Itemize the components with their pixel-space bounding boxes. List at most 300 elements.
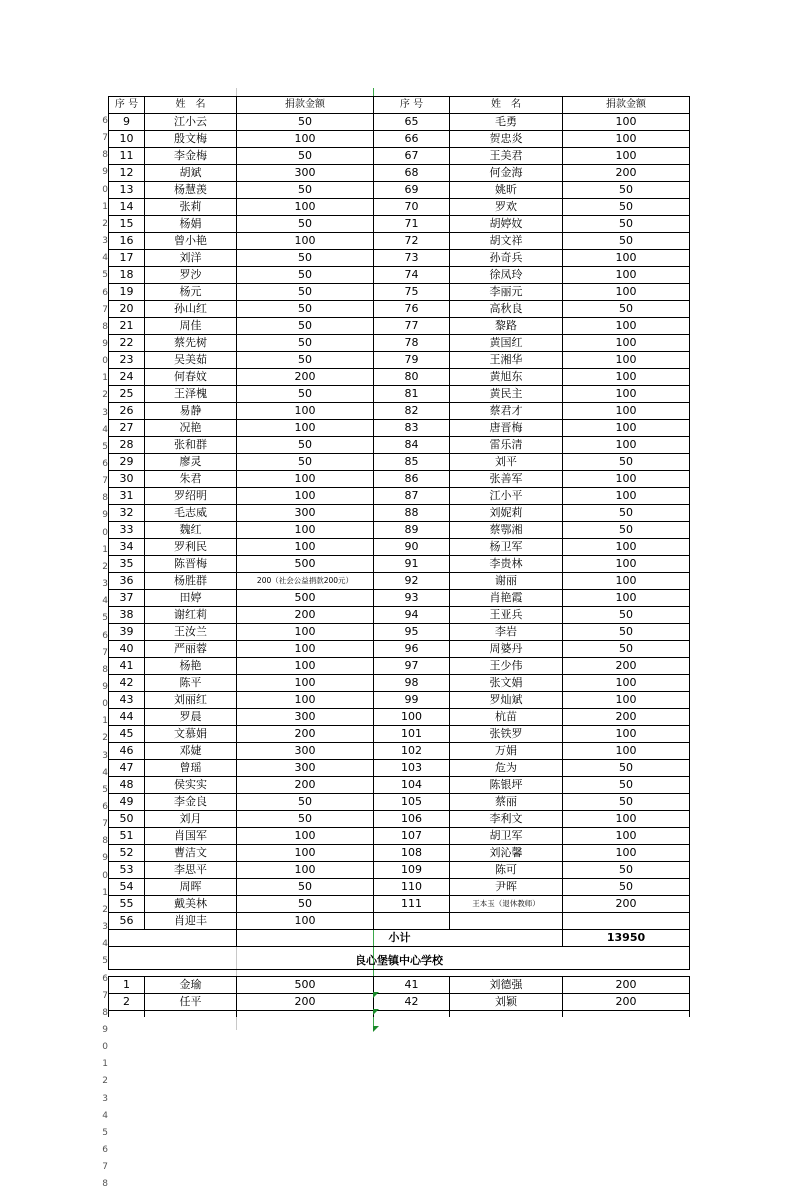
seq-cell[interactable]: 96	[374, 641, 450, 658]
seq-cell[interactable]: 89	[374, 522, 450, 539]
seq-cell[interactable]: 10	[109, 131, 145, 148]
amount-cell[interactable]: 100	[563, 403, 690, 420]
amount-cell[interactable]: 50	[563, 879, 690, 896]
amount-cell[interactable]: 100	[237, 862, 374, 879]
seq-cell[interactable]: 20	[109, 301, 145, 318]
amount-cell[interactable]: 100	[237, 624, 374, 641]
name-cell[interactable]: 唐晋梅	[450, 420, 563, 437]
name-cell[interactable]: 李金良	[145, 794, 237, 811]
seq-cell[interactable]: 1	[109, 977, 145, 994]
seq-cell[interactable]: 102	[374, 743, 450, 760]
name-cell[interactable]: 罗沙	[145, 267, 237, 284]
name-cell[interactable]: 田婷	[145, 590, 237, 607]
seq-cell[interactable]: 17	[109, 250, 145, 267]
amount-cell[interactable]: 300	[237, 760, 374, 777]
name-cell[interactable]: 胡斌	[145, 165, 237, 182]
seq-cell[interactable]: 72	[374, 233, 450, 250]
name-cell[interactable]: 侯实实	[145, 777, 237, 794]
name-cell[interactable]: 刘颖	[450, 994, 563, 1011]
name-cell[interactable]: 谢红莉	[145, 607, 237, 624]
name-cell[interactable]: 曾瑶	[145, 760, 237, 777]
name-cell[interactable]: 王湘华	[450, 352, 563, 369]
amount-cell[interactable]: 100	[237, 522, 374, 539]
amount-cell[interactable]: 50	[237, 879, 374, 896]
name-cell[interactable]: 蔡君才	[450, 403, 563, 420]
seq-cell[interactable]: 23	[109, 352, 145, 369]
seq-cell[interactable]: 39	[109, 624, 145, 641]
seq-cell[interactable]: 100	[374, 709, 450, 726]
name-cell[interactable]: 李思平	[145, 862, 237, 879]
seq-cell[interactable]: 21	[109, 318, 145, 335]
name-cell[interactable]: 陈晋梅	[145, 556, 237, 573]
seq-cell[interactable]: 87	[374, 488, 450, 505]
seq-cell[interactable]: 71	[374, 216, 450, 233]
amount-cell[interactable]: 50	[237, 148, 374, 165]
seq-cell[interactable]: 19	[109, 284, 145, 301]
name-cell[interactable]: 罗绍明	[145, 488, 237, 505]
name-cell[interactable]: 徐凤玲	[450, 267, 563, 284]
name-cell[interactable]: 李贵林	[450, 556, 563, 573]
amount-cell[interactable]: 300	[237, 743, 374, 760]
amount-cell[interactable]: 200	[237, 369, 374, 386]
seq-cell[interactable]: 51	[109, 828, 145, 845]
amount-cell[interactable]: 200（社会公益捐款200元）	[237, 573, 374, 590]
amount-cell[interactable]: 50	[237, 318, 374, 335]
name-cell[interactable]: 蔡丽	[450, 794, 563, 811]
name-cell[interactable]	[450, 913, 563, 930]
amount-cell[interactable]: 100	[563, 250, 690, 267]
amount-cell[interactable]: 50	[237, 335, 374, 352]
name-cell[interactable]: 张莉	[145, 199, 237, 216]
seq-cell[interactable]: 99	[374, 692, 450, 709]
name-cell[interactable]: 肖艳霞	[450, 590, 563, 607]
amount-cell[interactable]: 50	[563, 862, 690, 879]
seq-cell[interactable]: 93	[374, 590, 450, 607]
name-cell[interactable]: 贺忠炎	[450, 131, 563, 148]
amount-cell[interactable]: 100	[237, 420, 374, 437]
amount-cell[interactable]: 100	[563, 318, 690, 335]
seq-cell[interactable]: 47	[109, 760, 145, 777]
seq-cell[interactable]: 76	[374, 301, 450, 318]
name-cell[interactable]: 胡婷妏	[450, 216, 563, 233]
seq-cell[interactable]: 33	[109, 522, 145, 539]
name-cell[interactable]: 王本玉（退休教师）	[450, 896, 563, 913]
name-cell[interactable]: 刘月	[145, 811, 237, 828]
amount-cell[interactable]: 100	[237, 675, 374, 692]
name-cell[interactable]: 张和群	[145, 437, 237, 454]
seq-cell[interactable]: 82	[374, 403, 450, 420]
seq-cell[interactable]: 104	[374, 777, 450, 794]
seq-cell[interactable]: 53	[109, 862, 145, 879]
name-cell[interactable]: 殷文梅	[145, 131, 237, 148]
name-cell[interactable]: 邓婕	[145, 743, 237, 760]
amount-cell[interactable]: 50	[563, 607, 690, 624]
amount-cell[interactable]: 100	[563, 114, 690, 131]
amount-cell[interactable]: 200	[563, 709, 690, 726]
seq-cell[interactable]: 28	[109, 437, 145, 454]
amount-cell[interactable]: 50	[563, 505, 690, 522]
amount-cell[interactable]: 100	[563, 828, 690, 845]
amount-cell[interactable]: 200	[237, 607, 374, 624]
name-cell[interactable]: 胡文祥	[450, 233, 563, 250]
seq-cell[interactable]: 25	[109, 386, 145, 403]
amount-cell[interactable]: 50	[563, 760, 690, 777]
amount-cell[interactable]: 50	[563, 777, 690, 794]
amount-cell[interactable]: 100	[237, 845, 374, 862]
seq-cell[interactable]: 9	[109, 114, 145, 131]
seq-cell[interactable]: 88	[374, 505, 450, 522]
seq-cell[interactable]: 12	[109, 165, 145, 182]
amount-cell[interactable]: 50	[563, 301, 690, 318]
name-cell[interactable]: 曹洁文	[145, 845, 237, 862]
amount-cell[interactable]: 300	[237, 505, 374, 522]
amount-cell[interactable]: 100	[563, 335, 690, 352]
amount-cell[interactable]: 200	[563, 977, 690, 994]
seq-cell[interactable]: 30	[109, 471, 145, 488]
seq-cell[interactable]: 34	[109, 539, 145, 556]
seq-cell[interactable]: 41	[109, 658, 145, 675]
seq-cell[interactable]: 79	[374, 352, 450, 369]
name-cell[interactable]: 金瑜	[145, 977, 237, 994]
amount-cell[interactable]: 50	[237, 454, 374, 471]
seq-cell[interactable]: 84	[374, 437, 450, 454]
amount-cell[interactable]: 200	[563, 165, 690, 182]
amount-cell[interactable]: 100	[563, 267, 690, 284]
amount-cell[interactable]: 100	[563, 471, 690, 488]
name-cell[interactable]: 陈平	[145, 675, 237, 692]
name-cell[interactable]: 雷乐清	[450, 437, 563, 454]
seq-cell[interactable]: 97	[374, 658, 450, 675]
name-cell[interactable]: 杭苗	[450, 709, 563, 726]
amount-cell[interactable]: 100	[237, 488, 374, 505]
amount-cell[interactable]: 100	[563, 131, 690, 148]
amount-cell[interactable]: 500	[237, 590, 374, 607]
amount-cell[interactable]: 100	[237, 471, 374, 488]
seq-cell[interactable]: 85	[374, 454, 450, 471]
amount-cell[interactable]: 50	[563, 216, 690, 233]
name-cell[interactable]: 黎路	[450, 318, 563, 335]
seq-cell[interactable]: 92	[374, 573, 450, 590]
seq-cell[interactable]: 83	[374, 420, 450, 437]
amount-cell[interactable]: 50	[237, 386, 374, 403]
name-cell[interactable]: 刘沁馨	[450, 845, 563, 862]
name-cell[interactable]: 曾小艳	[145, 233, 237, 250]
amount-cell[interactable]: 100	[563, 573, 690, 590]
amount-cell[interactable]: 100	[563, 845, 690, 862]
amount-cell[interactable]: 100	[563, 369, 690, 386]
name-cell[interactable]: 易静	[145, 403, 237, 420]
name-cell[interactable]: 严丽蓉	[145, 641, 237, 658]
seq-cell[interactable]: 74	[374, 267, 450, 284]
name-cell[interactable]: 肖迎丰	[145, 913, 237, 930]
seq-cell[interactable]: 105	[374, 794, 450, 811]
name-cell[interactable]: 李利文	[450, 811, 563, 828]
amount-cell[interactable]: 100	[563, 556, 690, 573]
amount-cell[interactable]: 100	[563, 386, 690, 403]
name-cell[interactable]: 戴美林	[145, 896, 237, 913]
amount-cell[interactable]: 50	[237, 811, 374, 828]
name-cell[interactable]: 李金梅	[145, 148, 237, 165]
amount-cell[interactable]: 100	[237, 539, 374, 556]
seq-cell[interactable]: 27	[109, 420, 145, 437]
name-cell[interactable]: 陈银坪	[450, 777, 563, 794]
seq-cell[interactable]: 80	[374, 369, 450, 386]
amount-cell[interactable]: 200	[237, 726, 374, 743]
seq-cell[interactable]: 42	[374, 994, 450, 1011]
amount-cell[interactable]: 500	[237, 556, 374, 573]
name-cell[interactable]: 李丽元	[450, 284, 563, 301]
amount-cell[interactable]: 50	[563, 182, 690, 199]
seq-cell[interactable]: 46	[109, 743, 145, 760]
seq-cell[interactable]: 48	[109, 777, 145, 794]
name-cell[interactable]: 陈可	[450, 862, 563, 879]
seq-cell[interactable]: 42	[109, 675, 145, 692]
name-cell[interactable]: 刘洋	[145, 250, 237, 267]
amount-cell[interactable]: 100	[563, 488, 690, 505]
seq-cell[interactable]: 81	[374, 386, 450, 403]
name-cell[interactable]: 张铁罗	[450, 726, 563, 743]
amount-cell[interactable]: 100	[237, 658, 374, 675]
amount-cell[interactable]: 300	[237, 709, 374, 726]
amount-cell[interactable]: 100	[237, 233, 374, 250]
seq-cell[interactable]: 94	[374, 607, 450, 624]
seq-cell[interactable]: 40	[109, 641, 145, 658]
seq-cell[interactable]: 75	[374, 284, 450, 301]
seq-cell[interactable]: 108	[374, 845, 450, 862]
seq-cell[interactable]: 16	[109, 233, 145, 250]
seq-cell[interactable]: 43	[109, 692, 145, 709]
seq-cell[interactable]: 106	[374, 811, 450, 828]
seq-cell[interactable]: 13	[109, 182, 145, 199]
name-cell[interactable]: 杨慧羡	[145, 182, 237, 199]
name-cell[interactable]: 毛勇	[450, 114, 563, 131]
amount-cell[interactable]: 50	[237, 182, 374, 199]
seq-cell[interactable]: 49	[109, 794, 145, 811]
name-cell[interactable]: 李岩	[450, 624, 563, 641]
amount-cell[interactable]: 100	[237, 131, 374, 148]
name-cell[interactable]: 尹晖	[450, 879, 563, 896]
name-cell[interactable]: 危为	[450, 760, 563, 777]
seq-cell[interactable]: 109	[374, 862, 450, 879]
seq-cell[interactable]: 111	[374, 896, 450, 913]
amount-cell[interactable]: 100	[237, 828, 374, 845]
seq-cell[interactable]: 52	[109, 845, 145, 862]
seq-cell[interactable]: 29	[109, 454, 145, 471]
amount-cell[interactable]: 200	[237, 994, 374, 1011]
name-cell[interactable]: 孙奇兵	[450, 250, 563, 267]
amount-cell[interactable]	[563, 913, 690, 930]
seq-cell[interactable]	[374, 913, 450, 930]
amount-cell[interactable]: 50	[237, 301, 374, 318]
name-cell[interactable]: 罗利民	[145, 539, 237, 556]
seq-cell[interactable]: 98	[374, 675, 450, 692]
name-cell[interactable]: 黄国红	[450, 335, 563, 352]
amount-cell[interactable]: 50	[237, 216, 374, 233]
name-cell[interactable]: 杨卫军	[450, 539, 563, 556]
name-cell[interactable]: 魏红	[145, 522, 237, 539]
name-cell[interactable]: 刘丽红	[145, 692, 237, 709]
seq-cell[interactable]: 26	[109, 403, 145, 420]
amount-cell[interactable]: 300	[237, 165, 374, 182]
name-cell[interactable]: 王美君	[450, 148, 563, 165]
amount-cell[interactable]: 100	[563, 539, 690, 556]
amount-cell[interactable]: 200	[237, 777, 374, 794]
seq-cell[interactable]: 68	[374, 165, 450, 182]
amount-cell[interactable]: 50	[237, 267, 374, 284]
name-cell[interactable]: 刘妮莉	[450, 505, 563, 522]
amount-cell[interactable]: 50	[237, 896, 374, 913]
name-cell[interactable]: 毛志威	[145, 505, 237, 522]
name-cell[interactable]: 任平	[145, 994, 237, 1011]
seq-cell[interactable]: 86	[374, 471, 450, 488]
name-cell[interactable]: 朱君	[145, 471, 237, 488]
amount-cell[interactable]: 100	[563, 726, 690, 743]
amount-cell[interactable]: 50	[563, 233, 690, 250]
amount-cell[interactable]: 50	[563, 641, 690, 658]
amount-cell[interactable]: 100	[237, 199, 374, 216]
amount-cell[interactable]: 100	[563, 692, 690, 709]
seq-cell[interactable]: 56	[109, 913, 145, 930]
name-cell[interactable]: 肖国军	[145, 828, 237, 845]
name-cell[interactable]: 万娟	[450, 743, 563, 760]
name-cell[interactable]: 何春妏	[145, 369, 237, 386]
name-cell[interactable]: 况艳	[145, 420, 237, 437]
amount-cell[interactable]: 50	[563, 199, 690, 216]
name-cell[interactable]: 罗晨	[145, 709, 237, 726]
seq-cell[interactable]: 67	[374, 148, 450, 165]
amount-cell[interactable]: 100	[237, 692, 374, 709]
seq-cell[interactable]: 110	[374, 879, 450, 896]
amount-cell[interactable]: 100	[563, 811, 690, 828]
name-cell[interactable]: 江小云	[145, 114, 237, 131]
amount-cell[interactable]: 100	[563, 437, 690, 454]
amount-cell[interactable]: 100	[563, 148, 690, 165]
name-cell[interactable]: 周晖	[145, 879, 237, 896]
name-cell[interactable]: 吴美茹	[145, 352, 237, 369]
name-cell[interactable]: 王汝兰	[145, 624, 237, 641]
seq-cell[interactable]: 91	[374, 556, 450, 573]
name-cell[interactable]: 王亚兵	[450, 607, 563, 624]
name-cell[interactable]: 何金海	[450, 165, 563, 182]
name-cell[interactable]: 周婆丹	[450, 641, 563, 658]
amount-cell[interactable]: 200	[563, 896, 690, 913]
amount-cell[interactable]: 50	[563, 454, 690, 471]
seq-cell[interactable]: 73	[374, 250, 450, 267]
seq-cell[interactable]: 103	[374, 760, 450, 777]
name-cell[interactable]: 黄民主	[450, 386, 563, 403]
seq-cell[interactable]: 31	[109, 488, 145, 505]
amount-cell[interactable]: 50	[563, 624, 690, 641]
name-cell[interactable]: 杨元	[145, 284, 237, 301]
seq-cell[interactable]: 44	[109, 709, 145, 726]
seq-cell[interactable]: 50	[109, 811, 145, 828]
seq-cell[interactable]: 101	[374, 726, 450, 743]
name-cell[interactable]: 周佳	[145, 318, 237, 335]
name-cell[interactable]: 张善军	[450, 471, 563, 488]
seq-cell[interactable]: 35	[109, 556, 145, 573]
amount-cell[interactable]: 50	[237, 352, 374, 369]
name-cell[interactable]: 杨娟	[145, 216, 237, 233]
name-cell[interactable]: 孙山红	[145, 301, 237, 318]
seq-cell[interactable]: 45	[109, 726, 145, 743]
seq-cell[interactable]: 70	[374, 199, 450, 216]
amount-cell[interactable]: 50	[237, 284, 374, 301]
seq-cell[interactable]: 32	[109, 505, 145, 522]
name-cell[interactable]: 张文娟	[450, 675, 563, 692]
seq-cell[interactable]: 78	[374, 335, 450, 352]
name-cell[interactable]: 杨胜群	[145, 573, 237, 590]
seq-cell[interactable]: 41	[374, 977, 450, 994]
seq-cell[interactable]: 18	[109, 267, 145, 284]
seq-cell[interactable]: 14	[109, 199, 145, 216]
amount-cell[interactable]: 100	[563, 590, 690, 607]
name-cell[interactable]: 王泽槐	[145, 386, 237, 403]
amount-cell[interactable]: 50	[563, 794, 690, 811]
seq-cell[interactable]: 11	[109, 148, 145, 165]
seq-cell[interactable]: 37	[109, 590, 145, 607]
amount-cell[interactable]: 200	[563, 994, 690, 1011]
seq-cell[interactable]: 69	[374, 182, 450, 199]
name-cell[interactable]: 胡卫军	[450, 828, 563, 845]
amount-cell[interactable]: 200	[563, 658, 690, 675]
name-cell[interactable]: 黄旭东	[450, 369, 563, 386]
seq-cell[interactable]: 54	[109, 879, 145, 896]
amount-cell[interactable]: 50	[237, 437, 374, 454]
seq-cell[interactable]: 24	[109, 369, 145, 386]
amount-cell[interactable]: 50	[563, 522, 690, 539]
amount-cell[interactable]: 100	[563, 420, 690, 437]
seq-cell[interactable]: 107	[374, 828, 450, 845]
name-cell[interactable]: 王少伟	[450, 658, 563, 675]
amount-cell[interactable]: 100	[237, 913, 374, 930]
seq-cell[interactable]: 2	[109, 994, 145, 1011]
amount-cell[interactable]: 100	[237, 641, 374, 658]
name-cell[interactable]: 蔡鄂湘	[450, 522, 563, 539]
seq-cell[interactable]: 77	[374, 318, 450, 335]
name-cell[interactable]: 廖灵	[145, 454, 237, 471]
amount-cell[interactable]: 100	[237, 403, 374, 420]
name-cell[interactable]: 杨艳	[145, 658, 237, 675]
seq-cell[interactable]: 22	[109, 335, 145, 352]
name-cell[interactable]: 罗灿斌	[450, 692, 563, 709]
seq-cell[interactable]: 15	[109, 216, 145, 233]
seq-cell[interactable]: 90	[374, 539, 450, 556]
amount-cell[interactable]: 500	[237, 977, 374, 994]
name-cell[interactable]: 刘平	[450, 454, 563, 471]
amount-cell[interactable]: 100	[563, 675, 690, 692]
name-cell[interactable]: 蔡先树	[145, 335, 237, 352]
seq-cell[interactable]: 36	[109, 573, 145, 590]
name-cell[interactable]: 江小平	[450, 488, 563, 505]
amount-cell[interactable]: 100	[563, 743, 690, 760]
amount-cell[interactable]: 50	[237, 114, 374, 131]
name-cell[interactable]: 高秋良	[450, 301, 563, 318]
amount-cell[interactable]: 50	[237, 250, 374, 267]
seq-cell[interactable]: 38	[109, 607, 145, 624]
seq-cell[interactable]: 55	[109, 896, 145, 913]
seq-cell[interactable]: 95	[374, 624, 450, 641]
amount-cell[interactable]: 50	[237, 794, 374, 811]
amount-cell[interactable]: 100	[563, 284, 690, 301]
name-cell[interactable]: 刘德强	[450, 977, 563, 994]
seq-cell[interactable]: 66	[374, 131, 450, 148]
name-cell[interactable]: 文慕娟	[145, 726, 237, 743]
name-cell[interactable]: 罗欢	[450, 199, 563, 216]
name-cell[interactable]: 谢丽	[450, 573, 563, 590]
seq-cell[interactable]: 65	[374, 114, 450, 131]
name-cell[interactable]: 姚昕	[450, 182, 563, 199]
amount-cell[interactable]: 100	[563, 352, 690, 369]
